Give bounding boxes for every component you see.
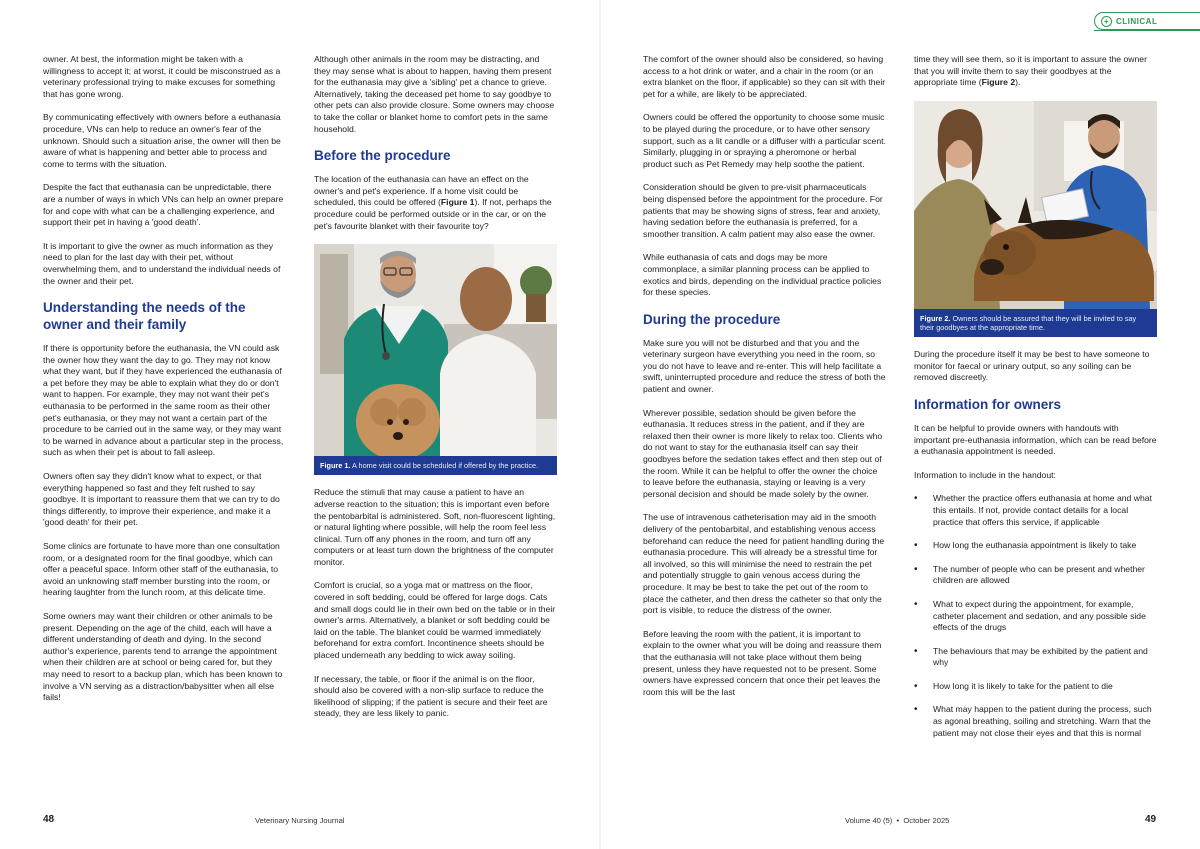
figure-2 bbox=[914, 101, 1157, 337]
vet-with-dog-photo bbox=[914, 101, 1157, 309]
plus-circle-icon: + bbox=[1101, 16, 1112, 27]
paragraph: During the procedure itself it may be best to have someone to monitor for faecal or urinary output, so any soiling can be removed discreetly. bbox=[914, 349, 1150, 383]
list-item: • What to expect during the appointment, for example, catheter placement and sedation, and any possible side effects of the drugs bbox=[914, 599, 1157, 634]
column-2 bbox=[314, 54, 557, 732]
paragraph: It is important to give the owner as much information as they need to plan for the last day with their pet, without overwhelming them, and to understand the individual needs of the owner and their pet. bbox=[43, 240, 281, 286]
paragraph: It can be helpful to provide owners with handouts with important pre-euthanasia information, which can be read before a euthanasia appointment is needed. bbox=[914, 422, 1157, 457]
section-rule bbox=[1094, 30, 1200, 31]
paragraph: Owners often say they didn't know what to expect, or that everything happened so fast and they felt rushed to say goodbye. It is important to reassure them that we can try to do things differently, to improve their experience, and make it a 'good death' for their pet. bbox=[43, 471, 280, 528]
paragraph: While euthanasia of cats and dogs may be more commonplace, a similar planning process can be applied to exotics and birds, depending on the individual practice policies for these species. bbox=[643, 252, 882, 298]
paragraph: Reduce the stimuli that may cause a patient to have an adverse reaction to the situation; this is important even before the pentobarbital is administered. Soft, non-fluorescent lighting, or natural lighting where possible, will help the room feel less clinical. Turn off any phones in the room, and turn off any computers or at least turn down the brightness of the computer monitor. bbox=[314, 487, 556, 567]
paragraph: Consideration should be given to pre-visit pharmaceuticals being dispensed before the appointment for the procedure. For patients that may be showing signs of stress, fear and anxiety, having sedation before the euthanasia is preferred, for a smoother transition. A calm patient may also ease the owner. bbox=[643, 182, 883, 239]
handout-list bbox=[914, 493, 1157, 739]
column-1 bbox=[43, 54, 286, 716]
figure-reference: Figure 2 bbox=[981, 77, 1016, 88]
page-gutter bbox=[599, 0, 601, 849]
journal-name: Veterinary Nursing Journal bbox=[255, 816, 345, 825]
paragraph: Some owners may want their children or other animals to be present. Depending on the age of the child, each will have a different understanding of death and dying. In the second author's experience, parents tend to arrange the appointment when their children are at school or being cared for, but they may need to resort to a backup plan, which has been known to involve a VN serving as a distraction/babysitter when all else fails! bbox=[43, 610, 283, 703]
paragraph: Information to include in the handout: bbox=[914, 469, 1056, 480]
list-item: • Whether the practice offers euthanasia at home and what this entails. If not, provide contact details for a local practice that offers this service, if applicable bbox=[914, 493, 1157, 528]
paragraph: The use of intravenous catheterisation may aid in the smooth delivery of the pentobarbital, and establishing venous access beforehand can reduce the need for patient handling during the euthanasia procedure. This will already be a stressful time for all involved, so this will minimise the need to restrain the pet and potentially struggle to gain venous access during the procedure. It may be best to take the pet out of the room to place the catheter, and then dress the catheter so that only the port is visible, to reduce the distress of the owner. bbox=[643, 512, 885, 616]
column-3 bbox=[643, 54, 886, 710]
home-visit-photo bbox=[314, 244, 557, 456]
figure-reference: Figure 1 bbox=[440, 197, 475, 208]
paragraph: Make sure you will not be disturbed and that you and the veterinary surgeon have everything you need in the room, so you do not have to leave and re-enter. This will help facilitate a swift, uninterrupted procedure and reduce the stress of both the patient and owner. bbox=[643, 337, 886, 395]
list-item: • What may happen to the patient during the process, such as agonal breathing, soiling and stretching. Warn that the patient may not close their eyes and that this is normal bbox=[914, 704, 1157, 739]
paragraph: Before leaving the room with the patient, it is important to explain to the owner what you will be doing and reassure them that the euthanasia will not take place without them being present, unless they have requested not to be present. Some owners have expressed concern that once their pet leaves the room this will be the last bbox=[643, 628, 882, 697]
section-label: CLINICAL bbox=[1116, 16, 1158, 26]
section-heading: During the procedure bbox=[643, 311, 781, 327]
paragraph: If there is opportunity before the euthanasia, the VN could ask the owner how they want the day to go. They may not know what they want, but if they have experienced the euthanasia of a pet before they may be able to explain what they do or don't want to happen. For example, they may not want their pet's euthanasia to be performed in the same room as their other pet's euthanasia, or they may not want a certain part of the procedure to be carried out in the same way, or they may want to be warned in advance about a particular step in the process, such as when their pet is about to fall asleep. bbox=[43, 343, 284, 458]
list-item: • How long it is likely to take for the patient to die bbox=[914, 681, 1157, 693]
paragraph: By communicating effectively with owners before a euthanasia procedure, VNs can help to reduce an owner's fear of the unknown. Should such a situation arise, the owner will then be aware of what is happening and better able to process and come to terms with the situation. bbox=[43, 112, 281, 169]
column-4 bbox=[914, 54, 1157, 751]
paragraph: The location of the euthanasia can have an effect on the owner's and pet's experience. If a home visit could be scheduled, this could be offered (Figure 1). If not, perhaps the procedure could be performed outside or in the car, or on the pet's favourite blanket with their favourite toy? bbox=[314, 174, 552, 231]
paragraph: Some clinics are fortunate to have more than one consultation room, or a designated room for the final goodbye, which can offer a peaceful space. Inform other staff of the euthanasia, to avoid an unknowing staff member bursting into the room, or hearing laughter from the lunch room, at this delicate time. bbox=[43, 541, 280, 598]
paragraph: The comfort of the owner should also be considered, so having access to a hot drink or water, and a chair in the room (or an extra blanket on the floor, if applicable) so they can sit with their pet for a while, are likely to be appreciated. bbox=[643, 54, 886, 99]
section-heading: Before the procedure bbox=[314, 148, 451, 164]
list-item: • The behaviours that may be exhibited by the patient and why bbox=[914, 646, 1157, 669]
paragraph: Wherever possible, sedation should be given before the euthanasia. It reduces stress in the patient, and if they are relaxed then their owner is more likely to relax too. Clients who do not want to stay for the euthanasia itself can say their goodbyes before the sedation takes effect and then step out of the room. While it can be helpful to offer the owner the choice to leave before the euthanasia, staying or leaving is a very personal decision and should be made solely by the owner. bbox=[643, 407, 883, 499]
figure-caption: Figure 2. Owners should be assured that they will be invited to say their goodbyes at the appropriate time. bbox=[914, 309, 1157, 337]
section-badge bbox=[1094, 12, 1200, 30]
issue-info: Volume 40 (5) • October 2025 bbox=[845, 816, 950, 825]
paragraph: Comfort is crucial, so a yoga mat or mattress on the floor, covered in soft bedding, could be offered for large dogs. Cats and small dogs could lie in their own bed on the table or in their owner's arms. Alternatively, a blanket or soft bedding could be laid on the table. The blanket could be warmed immediately beforehand for extra comfort. Incontinence sheets should be placed underneath any bedding to wick away soiling. bbox=[314, 580, 556, 661]
paragraph: If necessary, the table, or floor if the animal is on the floor, should also be covered with a non-slip surface to reduce the likelihood of slipping; if the patient is secure and their feet are steady, they are less likely to panic. bbox=[314, 673, 548, 719]
paragraph: owner. At best, the information might be taken with a willingness to accept it; at worst, it could be misconstrued as a veterinary professional trying to make excuses for something that has gone wrong. bbox=[43, 54, 281, 99]
list-item: • How long the euthanasia appointment is likely to take bbox=[914, 540, 1157, 552]
section-heading: Information for owners bbox=[914, 396, 1062, 412]
figure-caption: Figure 1. A home visit could be scheduled if offered by the practice. bbox=[314, 456, 557, 475]
page-number-right: 49 bbox=[1145, 814, 1157, 825]
figure-1 bbox=[314, 244, 557, 475]
paragraph: Owners could be offered the opportunity to choose some music to be played during the procedure, or to have other sensory support, such as a lit candle or a diffuser with a particular scent. Similarly, plugging in or spraying a pheromone or herbal product such as Pet Remedy may help soothe the patient. bbox=[643, 112, 886, 169]
paragraph: Despite the fact that euthanasia can be unpredictable, there are a number of ways in which VNs can help an owner prepare for and cope with what can be a challenging experience, and support their pet in having a 'good death'. bbox=[43, 182, 284, 228]
paragraph: time they will see them, so it is important to assure the owner that you will invite them to say their goodbyes at the appropriate time (Figure 2). bbox=[914, 54, 1147, 88]
list-item: • The number of people who can be present and whether children are allowed bbox=[914, 564, 1157, 587]
paragraph: Although other animals in the room may be distracting, and they may sense what is about to happen, having them present for the euthanasia may give a 'sibling' pet a chance to grieve. Alternatively, taking the deceased pet home to say goodbye to other pets can also provide closure. Some owners may choose to take the collar or blanket home to comfort pets in the same household. bbox=[314, 54, 555, 134]
page-number-left: 48 bbox=[43, 814, 55, 825]
section-heading: Understanding the needs of the owner and their family bbox=[43, 300, 246, 333]
